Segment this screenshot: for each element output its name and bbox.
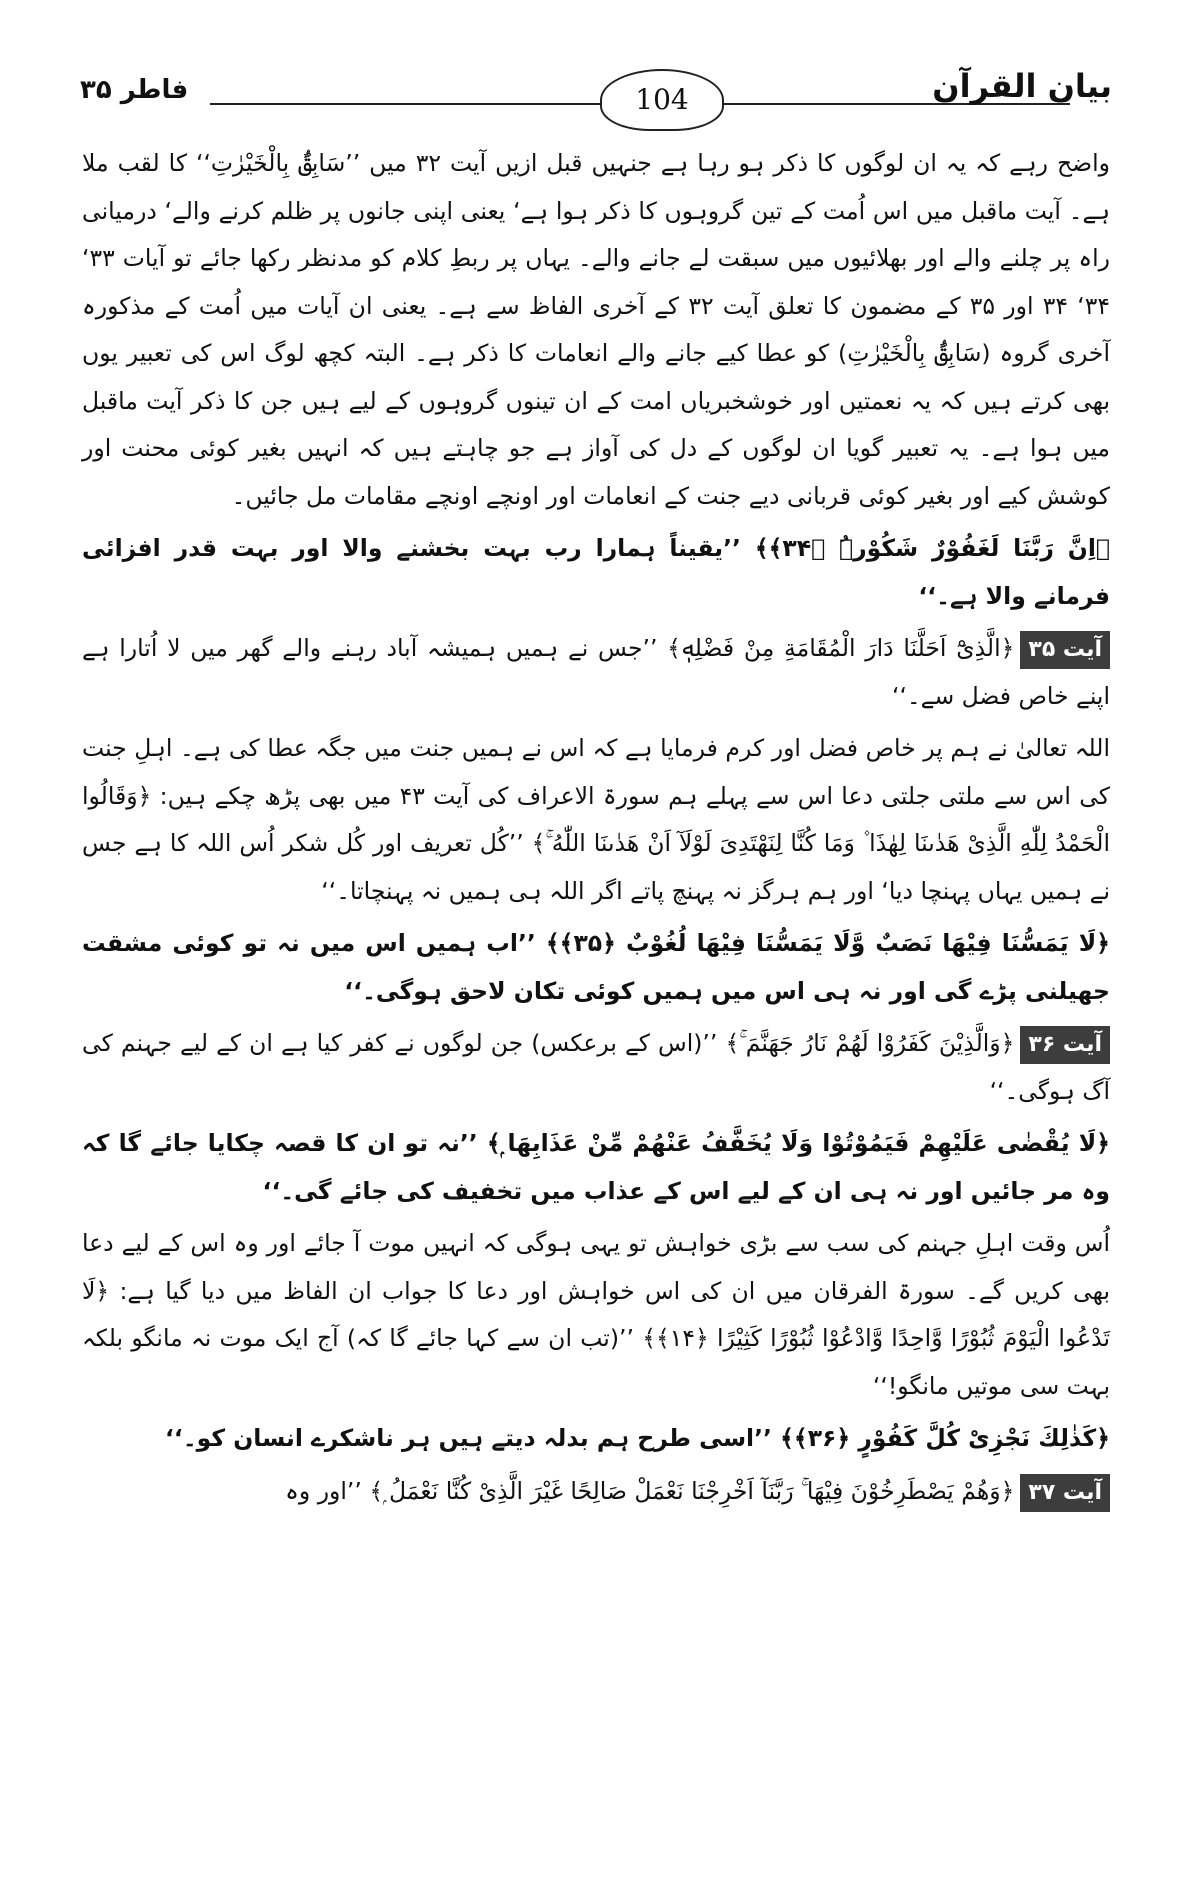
ayah-36-label: آیت ۳۶ [1020,1026,1110,1064]
surah-label: فاطر ۳۵ [80,75,189,105]
quran-quote-1: ﴿اِنَّ رَبَّنَا لَغَفُوْرٌ شَكُوْرُۨ ﴿۳۴﴾﴾ ’’یقیناً ہمارا رب بہت بخشنے والا اور بہت قدر افزائی فرمانے والا ہے۔‘‘ [82,534,1110,610]
paragraph-3: اُس وقت اہلِ جہنم کی سب سے بڑی خواہش تو یہی ہوگی کہ انہیں موت آ جائے اور وہ اس کے لیے دعا بھی کریں گے۔ سورۃ الفرقان میں ان کی اس خواہش اور دعا کا جواب ان الفاظ میں دیا گیا ہے: ﴿لَا تَدْعُوا الْیَوْمَ ثُبُوْرًا وَّاحِدًا وَّادْعُوْا ثُبُوْرًا كَثِیْرًا ﴿۱۴﴾﴾ ’’(تب ان سے کہا جائے گا کہ) آج ایک موت نہ مانگو بلکہ بہت سی موتیں مانگو!‘‘ [82,1229,1110,1400]
book-title: بیان القرآن [932,67,1112,105]
quran-quote-2: ﴿لَا یَمَسُّنَا فِیْهَا نَصَبٌ وَّلَا یَمَسُّنَا فِیْهَا لُغُوْبٌ ﴿۳۵﴾﴾ ’’اب ہمیں اس میں نہ تو کوئی مشقت جھیلنی پڑے گی اور نہ ہی اس میں ہمیں کوئی تکان لاحق ہوگی۔‘‘ [82,929,1110,1005]
page-header [80,65,1112,125]
paragraph-1: واضح رہے کہ یہ ان لوگوں کا ذکر ہو رہا ہے جنہیں قبل ازیں آیت ۳۲ میں ’’سَابِقٌۢ بِالْخَیْرٰتِ‘‘ کا لقب ملا ہے۔ آیت ماقبل میں اس اُمت کے تین گروہوں کا ذکر ہوا ہے‘ یعنی اپنی جانوں پر ظلم کرنے والے‘ درمیانی راہ پر چلنے والے اور بھلائیوں میں سبقت لے جانے والے۔ یہاں پر ربطِ کلام کو مدنظر رکھا جائے تو آیات ۳۳‘ ۳۴‘ ۳۴ اور ۳۵ کے مضمون کا تعلق آیت ۳۲ کے آخری الفاظ سے ہے۔ یعنی ان آیات میں اُمت کے مذکورہ آخری گروہ (سَابِقٌۢ بِالْخَیْرٰتِ) کو عطا کیے جانے والے انعامات کا ذکر ہے۔ البتہ کچھ لوگ اس کی تعبیر یوں بھی کرتے ہیں کہ یہ نعمتیں اور خوشخبریاں امت کے ان تینوں گروہوں کے لیے ہیں جن کا ذکر آیت ماقبل میں ہوا ہے۔ یہ تعبیر گویا ان لوگوں کے دل کی آواز ہے جو چاہتے ہیں کہ انہیں بغیر کوئی محنت اور کوشش کیے اور بغیر کوئی قربانی دیے جنت کے انعامات اور اونچے اونچے مقامات مل جائیں۔ [82,149,1110,510]
ayah-35-label: آیت ۳۵ [1020,631,1110,669]
header-rule-left [210,103,600,105]
ayah-36-block [82,1020,1110,1115]
ayah-37-text: ﴿وَهُمْ یَصْطَرِخُوْنَ فِیْهَا ۚ رَبَّنَآ اَخْرِجْنَا نَعْمَلْ صَالِحًا غَیْرَ الَّذِیْ كُنَّا نَعْمَلُ ۭ﴾ ’’اور وہ [285,1476,1015,1505]
ayah-35-block [82,625,1110,720]
quran-quote-4: ﴿كَذٰلِكَ نَجْزِیْ كُلَّ كَفُوْرٍ ﴿۳۶﴾﴾ ’’اسی طرح ہم بدلہ دیتے ہیں ہر ناشکرے انسان کو۔‘‘ [165,1424,1110,1452]
ayah-37-label: آیت ۳۷ [1020,1474,1110,1512]
ayah-37-block [82,1468,1110,1516]
ayah-35-text: ﴿الَّذِیْٓ اَحَلَّنَا دَارَ الْمُقَامَةِ مِنْ فَضْلِهٖ﴾ ’’جس نے ہمیں ہمیشہ آباد رہنے والے گھر میں لا اُتارا ہے اپنے خاص فضل سے۔‘‘ [82,634,1110,710]
ayah-36-text: ﴿وَالَّذِیْنَ كَفَرُوْا لَهُمْ نَارُ جَهَنَّمَ ۚ﴾ ’’(اس کے برعکس) جن لوگوں نے کفر کیا ہے ان کے لیے جہنم کی آگ ہوگی۔‘‘ [82,1029,1110,1105]
page-body [82,140,1110,1520]
page-number: 104 [600,69,724,131]
paragraph-2: اللہ تعالیٰ نے ہم پر خاص فضل اور کرم فرمایا ہے کہ اس نے ہمیں جنت میں جگہ عطا کی ہے۔ اہلِ جنت کی اس سے ملتی جلتی دعا اس سے پہلے ہم سورۃ الاعراف کی آیت ۴۳ میں بھی پڑھ چکے ہیں: ﴿وَقَالُوا الْحَمْدُ لِلّٰهِ الَّذِیْ هَدٰىنَا لِهٰذَا ۫ وَمَا كُنَّا لِنَهْتَدِیَ لَوْلَآ اَنْ هَدٰىنَا اللّٰهُ ۚ﴾ ’’کُل تعریف اور کُل شکر اُس اللہ کا ہے جس نے ہمیں یہاں پہنچا دیا‘ اور ہم ہرگز نہ پہنچ پاتے اگر اللہ ہی ہمیں نہ پہنچاتا۔‘‘ [82,734,1110,905]
quran-quote-3: ﴿لَا یُقْضٰى عَلَیْهِمْ فَیَمُوْتُوْا وَلَا یُخَفَّفُ عَنْهُمْ مِّنْ عَذَابِهَا ۭ﴾ ’’نہ تو ان کا قصہ چکایا جائے گا کہ وہ مر جائیں اور نہ ہی ان کے لیے اس کے عذاب میں تخفیف کی جائے گی۔‘‘ [82,1129,1110,1205]
